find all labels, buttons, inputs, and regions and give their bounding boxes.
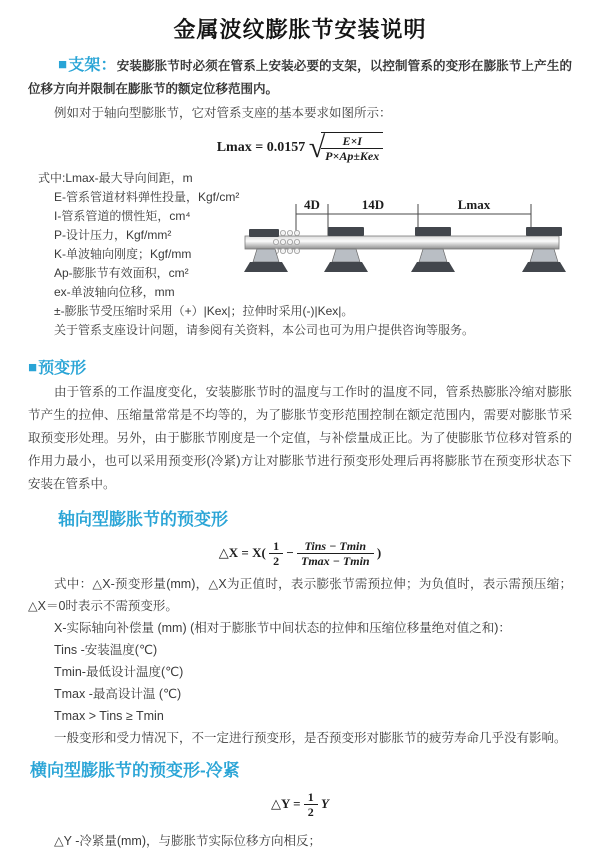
axial-subheading: 轴向型膨胀节的预变形	[58, 509, 228, 529]
formula2-denominator: Tmax − Tmin	[300, 554, 370, 569]
lateral-item-line: △Y -冷紧量(mm)，与膨胀节实际位移方向相反；	[54, 834, 322, 849]
formula1-fraction	[321, 134, 383, 164]
formula2-minus: −	[286, 544, 294, 560]
formula1-lhs: Lmax = 0.0157	[216, 140, 306, 156]
formula2-lhs: △X = X(	[218, 544, 266, 560]
bullet-square-icon: ■	[28, 358, 38, 376]
formula3-lhs: △Y =	[270, 795, 301, 811]
definition-line: 式中:Lmax-最大导向间距，m	[38, 170, 193, 185]
lateral-coldpull-formula	[28, 790, 572, 820]
predeform-section-heading	[28, 355, 572, 378]
formula3-denominator: 2	[307, 804, 314, 819]
dimension-label-14d: 14D	[361, 196, 385, 212]
formula1-numerator: E×I	[321, 134, 383, 149]
axial-predeform-formula	[28, 539, 572, 569]
bullet-square-icon: ■	[58, 56, 68, 73]
pipe-support-diagram-svg	[243, 196, 595, 296]
support-intro-text: 安装膨胀节时必须在管系上安装必要的支架，以控制管系的变形在膨胀节上产生的位移方向并限制在膨胀节的额定位移范围内。	[28, 59, 572, 96]
formula2-half-denominator: 2	[273, 554, 280, 569]
support-heading-label: 支架：	[68, 57, 117, 74]
axial-note-line: 一般变形和受力情况下，不一定进行预变形，是否预变形对膨胀节的疲劳寿命几乎没有影响。	[54, 730, 567, 745]
definition-line: E-管系管道材料弹性投量，Kgf/cm²	[54, 189, 240, 204]
pipe-support-diagram	[243, 196, 595, 296]
variable-line: Tmin-最低设计温度(℃)	[54, 664, 184, 679]
variable-line: X-实际轴向补偿量 (mm) (相对于膨胀节中间状态的拉伸和压缩位移量绝对值之和)：	[54, 620, 511, 635]
axial-variable-list	[28, 617, 572, 727]
formula1-radicand	[321, 132, 383, 164]
predeform-paragraph: 由于管系的工作温度变化，安装膨胀节时的温度与工作时的温度不同，管系热膨胀冷缩对膨胀节产生的拉伸、压缩量常常是不均等的，为了膨胀节变形范围控制在额定范围内，需要对膨胀节采取预变形处理。另外，由于膨胀节刚度是一个定值，与补偿量成正比。为了使膨胀节位移对管系的作用力最小，也可以采用预变形(冷紧)方让对膨胀节进行预变形处理后再将膨胀节在预变形状态下安装在管系中。	[28, 384, 572, 491]
predeform-heading-label: 预变形	[38, 359, 87, 377]
document-page	[0, 13, 600, 851]
square-root-symbol: √	[308, 130, 326, 164]
formula3-numerator: 1	[304, 790, 318, 805]
variable-line: Tmax -最高设计温 (℃)	[54, 686, 182, 701]
guide-spacing-formula	[28, 132, 572, 164]
support-example-line: 例如对于轴向型膨胀节，它对管系支座的基本要求如图所示：	[54, 106, 392, 120]
definition-line: P-设计压力，Kgf/mm²	[54, 227, 172, 242]
support-section-heading	[58, 57, 117, 74]
support-intro-paragraph	[28, 54, 572, 101]
formula1-denominator: P×Ap±Kex	[325, 149, 380, 164]
formula2-temp-fraction	[297, 539, 374, 569]
formula3-rhs: Y	[321, 795, 329, 811]
formula2-half-fraction	[269, 539, 283, 569]
symbol-definitions-block	[28, 169, 572, 321]
page-title: 金属波纹膨胀节安装说明	[173, 17, 427, 42]
formula2-half-numerator: 1	[269, 539, 283, 554]
guide-support	[522, 227, 566, 272]
formula3-half-fraction	[304, 790, 318, 820]
definition-line: I-管系管道的惯性矩，cm⁴	[54, 208, 191, 223]
guide-support	[411, 227, 455, 272]
definition-line: ex-单波轴向位移，mm	[54, 284, 175, 299]
formula2-numerator: Tins − Tmin	[297, 539, 374, 554]
definition-line: K-单波轴向刚度；Kgf/mm	[54, 246, 192, 261]
support-note-line: 关于管系支座设计问题，请参阅有关资料，本公司也可为用户提供咨询等服务。	[54, 322, 475, 337]
formula2-close-paren: )	[376, 544, 382, 560]
lateral-subheading: 横向型膨胀节的预变形-冷紧	[30, 760, 240, 780]
definition-line: Ap-膨胀节有效面积，cm²	[54, 265, 189, 280]
dimension-label-4d: 4D	[304, 196, 320, 212]
variable-line: Tmax > Tins ≥ Tmin	[54, 708, 164, 723]
variable-line: Tins -安装温度(℃)	[54, 642, 158, 657]
axial-explain-paragraph: 式中：△X-预变形量(mm)，△X为正值时，表示膨张节需预拉伸；为负值时，表示需预压缩；△X＝0时表示不需预变形。	[28, 576, 572, 613]
dimension-label-lmax: Lmax	[457, 196, 491, 212]
definition-line: ±-膨胀节受压缩时采用（+）|Kex|；拉伸时采用(-)|Kex|。	[54, 303, 354, 318]
guide-support	[324, 227, 368, 272]
